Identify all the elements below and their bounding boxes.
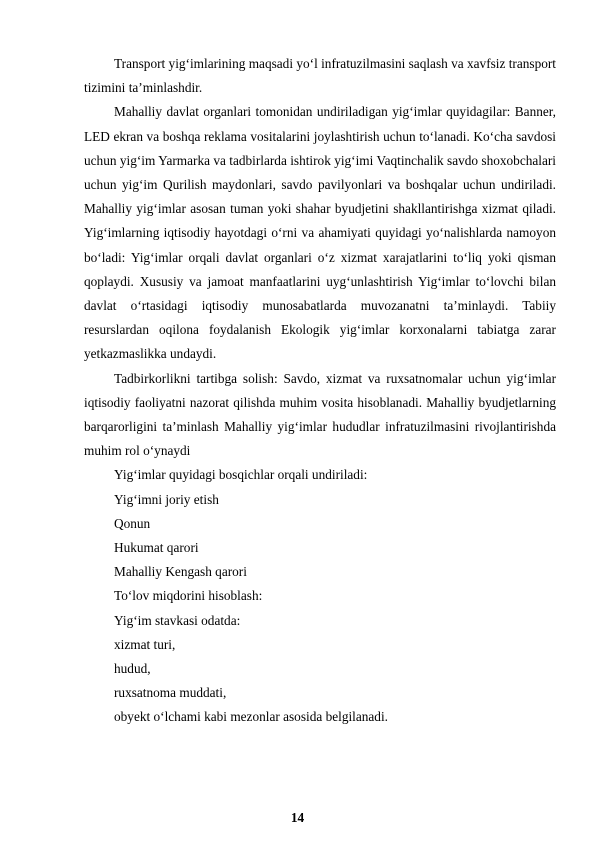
page-number: 14 <box>290 810 305 825</box>
paragraph-local-fees: Mahalliy davlat organlari tomonidan undiriladigan yig‘imlar quyidagilar: Banner, LED ekran va boshqa reklama vositalarini joylashtirish uchun to‘lanadi. Ko‘cha savdosi uchun yig‘im Yarmarka va tadbirlarda ishtirok yig‘imi Vaqtinchalik savdo shoxobchalari uchun yig‘im Qurilish maydonlari, savdo pavilyonlari va boshqalar uchun undiriladi. Mahalliy yig‘imlar asosan tuman yoki shahar byudjetini shakllantirishga xizmat qiladi. Yig‘imlarning iqtisodiy hayotdagi o‘rni va ahamiyati quyidagi yo‘nalishlarda namoyon bo‘ladi: Yig‘imlar orqali davlat organlari o‘z xizmat xarajatlarini to‘liq yoki qisman qoplaydi. Xususiy va jamoat manfaatlarini uyg‘unlashtirish Yig‘imlar to‘lovchi bilan davlat o‘rtasidagi iqtisodiy munosabatlarda muvozanatni ta’minlaydi. Tabiiy resurslardan oqilona foydalanish Ekologik yig‘imlar korxonalarni tabiatga zarar yetkazmaslikka undaydi. <box>84 104 556 362</box>
paragraph-transport-fees: Transport yig‘imlarining maqsadi yo‘l infratuzilmasini saqlash va xavfsiz transport tizimini ta’minlashdir. <box>84 56 556 96</box>
list-line: obyekt o‘lchami kabi mezonlar asosida belgilanadi. <box>114 709 388 725</box>
list-line: Mahalliy Kengash qarori <box>114 564 247 580</box>
list-line: ruxsatnoma muddati, <box>114 685 227 701</box>
page-body <box>84 52 556 730</box>
stages-heading: Yig‘imlar quyidagi bosqichlar orqali undiriladi: <box>114 467 368 483</box>
list-line: Hukumat qarori <box>114 540 199 556</box>
list-line: hudud, <box>114 661 151 677</box>
list-line: Qonun <box>114 515 151 531</box>
paragraph-business-regulation: Tadbirkorlikni tartibga solish: Savdo, xizmat va ruxsatnomalar uchun yig‘imlar iqtisodiy faoliyatni nazorat qilishda muhim vosita hisoblanadi. Mahalliy byudjetlarning barqarorligini ta’minlash Mahalliy yig‘imlar hududlar infratuzilmasini rivojlantirishda muhim rol o‘ynaydi <box>84 370 556 459</box>
list-line: To‘lov miqdorini hisoblash: <box>114 588 263 604</box>
list-line: Yig‘imni joriy etish <box>114 491 219 507</box>
list-line: Yig‘im stavkasi odatda: <box>114 612 241 628</box>
list-line: xizmat turi, <box>114 636 176 652</box>
